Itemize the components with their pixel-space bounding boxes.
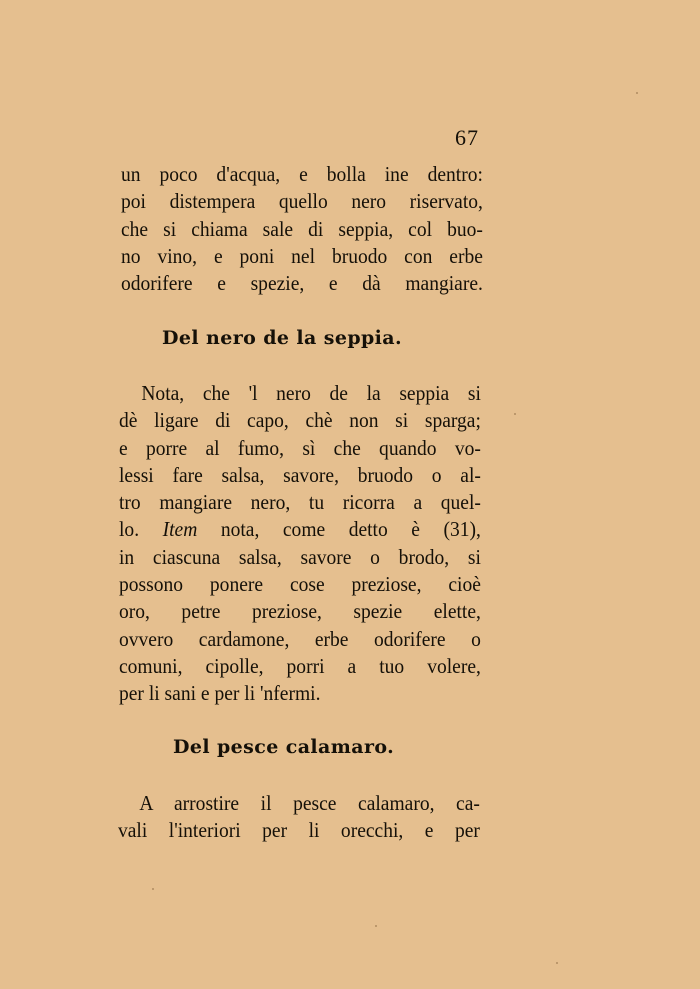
paragraph-3 — [118, 790, 480, 845]
text-line: un poco d'acqua, e bolla ine dentro: — [121, 162, 483, 186]
text-line-indented: Nota, che 'l nero de la seppia si — [141, 381, 481, 405]
text-fragment: nota, come detto è (31), — [220, 517, 481, 542]
paper-speck — [556, 962, 558, 964]
text-line: odorifere e spezie, e dà mangiare. — [121, 271, 483, 296]
paper-speck — [375, 925, 377, 927]
text-line: che si chiama sale di seppia, col buo- — [121, 216, 483, 241]
paper-speck — [152, 888, 154, 890]
paper-speck — [514, 413, 516, 415]
text-line: lessi fare salsa, savore, bruodo o al- — [119, 462, 481, 487]
text-line: dè ligare di capo, chè non si sparga; — [119, 408, 481, 433]
text-line: in ciascuna salsa, savore o brodo, si — [119, 544, 481, 569]
text-line: vali l'interiori per li orecchi, e per — [118, 818, 480, 843]
text-line: ovvero cardamone, erbe odorifere o — [119, 626, 481, 651]
section-heading-pesce-calamaro: Del pesce calamaro. — [173, 736, 395, 758]
paragraph-2 — [119, 380, 481, 708]
paper-speck — [636, 92, 638, 94]
text-line: comuni, cipolle, porri a tuo volere, — [119, 653, 481, 678]
paragraph-1 — [121, 161, 483, 297]
text-line-indented: A arrostire il pesce calamaro, ca- — [139, 791, 480, 815]
text-line: e porre al fumo, sì che quando vo- — [119, 435, 481, 460]
text-line: tro mangiare nero, tu ricorra a quel- — [119, 490, 481, 515]
text-line: no vino, e poni nel bruodo con erbe — [121, 243, 483, 268]
text-line-with-italic — [119, 516, 481, 543]
text-line: oro, petre preziose, spezie elette, — [119, 599, 481, 624]
text-line: possono ponere cose preziose, cioè — [119, 572, 481, 597]
text-line: per li sani e per li 'nfermi. — [119, 681, 321, 706]
text-fragment: lo. — [119, 517, 140, 542]
text-line: poi distempera quello nero riservato, — [121, 189, 483, 214]
italic-word: Item — [162, 517, 198, 542]
section-heading-nero-seppia: Del nero de la seppia. — [162, 327, 403, 349]
page-number: 67 — [455, 125, 479, 150]
